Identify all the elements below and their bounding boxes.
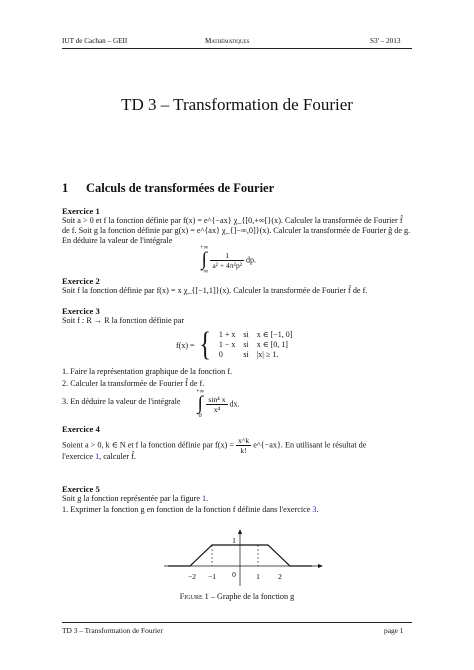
exercise-3-item-1: 1. Faire la représentation graphique de la fonction f.	[62, 367, 233, 376]
footer-rule	[62, 622, 412, 623]
figure-1-graph	[150, 528, 330, 590]
exercise-5-item-text-a: 1. Exprimer la fonction g en fonction de la fonction f définie dans l'exercice	[62, 505, 311, 514]
exercise-4-title: Exercice 4	[62, 424, 100, 434]
exercise-3-piecewise	[176, 326, 296, 363]
integral-sign: ∫	[201, 249, 207, 270]
exercise-5-title: Exercice 5	[62, 484, 100, 494]
exercise-5-text-b: .	[206, 494, 209, 503]
piecewise-case	[215, 330, 297, 340]
case-cond: si	[243, 340, 249, 349]
exercise-1-line-2: de f. Soit g la fonction définie par g(x) = e^{ax} χ_{]−∞,0]}(x). Calculer la transformée de Fourier ĝ de g.	[62, 226, 411, 235]
section-title: Calculs de transformées de Fourier	[86, 181, 275, 195]
fraction-denominator: k!	[240, 446, 247, 455]
exercise-4-text-a: Soient a > 0, k ∈ N et f la fonction définie par f(x) =	[62, 440, 234, 450]
case-cond: si	[243, 330, 249, 339]
integral-upper-bound: +∞	[200, 244, 209, 251]
case-domain: x ∈ [−1, 0]	[256, 330, 293, 339]
exercise-1-line-3: En déduire la valeur de l'intégrale	[62, 236, 173, 245]
piecewise-brace: {	[198, 326, 211, 363]
footer-page-number: page 1	[384, 626, 404, 635]
exercise-2-title: Exercice 2	[62, 276, 100, 286]
integral-numerator: 1	[210, 251, 244, 261]
x-tick-label: −1	[208, 572, 216, 581]
figure-1-reference-link[interactable]: 1	[202, 494, 207, 503]
document-title: TD 3 – Transformation de Fourier	[121, 95, 353, 114]
piecewise-case	[215, 340, 297, 350]
x-tick-label: 2	[278, 572, 282, 581]
x-tick-label: 0	[232, 570, 236, 579]
exercise-1-title: Exercice 1	[62, 206, 100, 216]
exercise-1-line-1: Soit a > 0 et f la fonction définie par f(x) = e^{−ax} χ_{[0,+∞[}(x). Calculer la transformée de Fourier f̂	[62, 216, 403, 225]
integral-denominator: a² + 4π²p²	[212, 260, 243, 270]
exercise-4-text-d: , calculer f̂.	[99, 452, 136, 461]
case-expr: 0	[218, 350, 223, 359]
figure-1-caption	[0, 592, 474, 601]
x-axis-arrow	[318, 564, 323, 568]
exercise-3-item-3: 3. En déduire la valeur de l'intégrale	[62, 397, 181, 406]
exercise-1-reference-link[interactable]: 1	[95, 452, 100, 461]
exercise-3-item-2: 2. Calculer la transformée de Fourier f̂ de f.	[62, 379, 205, 388]
integral-upper-bound: +∞	[196, 388, 205, 395]
case-expr: 1 + x	[218, 330, 236, 339]
exercise-4-line-2	[62, 452, 136, 461]
integral-lower-bound: 0	[198, 412, 202, 419]
exercise-3-title: Exercice 3	[62, 306, 100, 316]
section-number: 1	[62, 181, 69, 195]
case-domain: x ∈ [0, 1]	[256, 340, 288, 349]
header-rule	[62, 48, 412, 49]
fraction-numerator: x^k	[238, 436, 250, 445]
integral-sign: ∫	[197, 393, 203, 414]
exercise-3-reference-link[interactable]: 3	[312, 505, 317, 514]
integral-tail: dp.	[246, 255, 257, 265]
x-tick-label: 1	[256, 572, 260, 581]
exercise-5-text-a: Soit g la fonction représentée par la figure	[62, 494, 200, 503]
piecewise-case	[215, 350, 297, 360]
exercise-1-integral	[200, 244, 256, 276]
piecewise-lhs: f(x) =	[176, 340, 195, 350]
piecewise-cases	[215, 330, 297, 360]
section-heading	[62, 181, 274, 196]
exercise-2-line-1: Soit f la fonction définie par f(x) = x χ_{[−1,1]}(x). Calculer la transformée de Fourier f̂ de f.	[62, 286, 368, 295]
exercise-4-fraction	[236, 436, 251, 455]
exercise-3-intro: Soit f : R → R la fonction définie par	[62, 316, 185, 325]
integral-fraction	[210, 251, 244, 270]
x-tick-label: −2	[188, 572, 196, 581]
integral-denominator: x⁴	[213, 404, 221, 414]
case-expr: 1 − x	[218, 340, 236, 349]
header-center: Mathématiques	[205, 37, 250, 45]
y-tick-label: 1	[232, 536, 236, 545]
header-left: IUT de Cachan – GEII	[62, 37, 128, 45]
y-axis-arrow	[238, 529, 242, 534]
integral-fraction	[206, 395, 227, 414]
case-domain: |x| ≥ 1.	[256, 350, 279, 359]
exercise-3-integral	[196, 388, 240, 420]
caption-text: – Graphe de la fonction g	[208, 592, 295, 601]
exercise-4-text-c: l'exercice	[62, 452, 94, 461]
footer-left: TD 3 – Transformation de Fourier	[62, 626, 163, 635]
integral-tail: dx.	[229, 399, 240, 409]
integral-numerator: sin⁴ x	[208, 394, 226, 404]
case-cond: si	[243, 350, 249, 359]
exercise-5-line-1	[62, 494, 208, 503]
exercise-4-text-b: e^{−ax}. En utilisant le résultat de	[253, 440, 367, 450]
integral-lower-bound: −∞	[200, 268, 209, 275]
exercise-5-item-text-b: .	[316, 505, 319, 514]
exercise-5-item-1	[62, 505, 319, 514]
header-right: S3' – 2013	[370, 37, 401, 45]
caption-label: Figure 1	[179, 592, 209, 601]
